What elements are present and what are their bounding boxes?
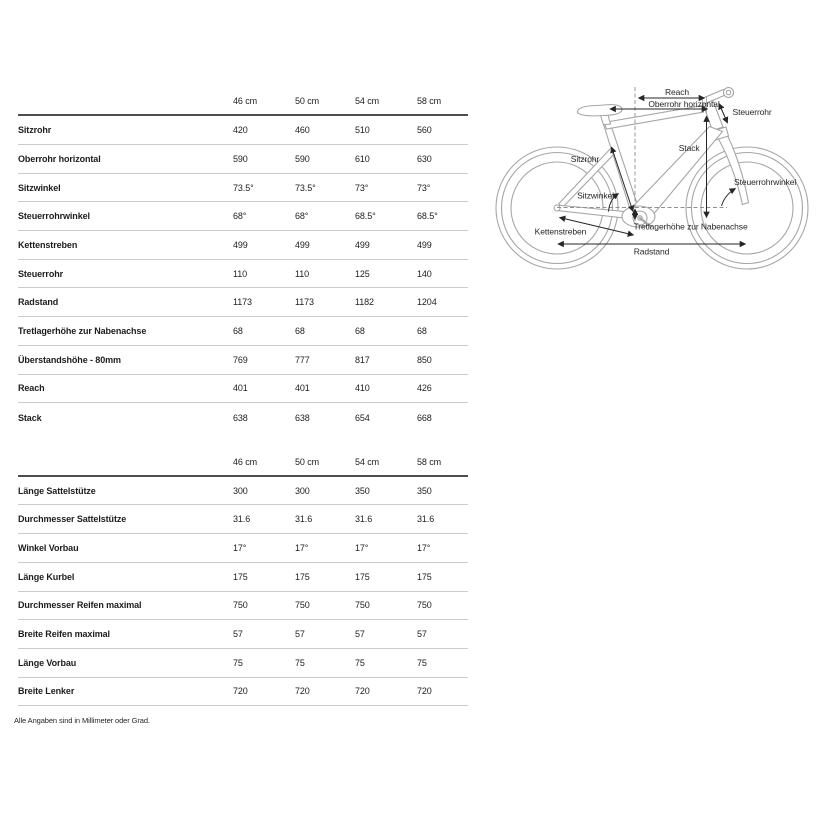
bike-geometry-diagram (490, 80, 820, 275)
cell: 499 (233, 239, 248, 250)
saddle (577, 105, 622, 116)
row-label: Kettenstreben (18, 239, 78, 250)
cell: 125 (355, 268, 370, 279)
cell: 720 (233, 686, 248, 697)
cell: 110 (295, 268, 310, 279)
size-header-row (18, 448, 468, 476)
cell: 720 (355, 686, 370, 697)
cell: 750 (233, 600, 248, 611)
cell: 769 (233, 354, 248, 365)
table-row (18, 375, 468, 404)
table-row (18, 231, 468, 260)
cell: 57 (295, 629, 305, 640)
rear-dropout (554, 205, 560, 211)
cell: 31.6 (355, 514, 373, 525)
cell: 426 (417, 383, 432, 394)
table-row (18, 145, 468, 174)
row-label: Steuerrohrwinkel (18, 211, 90, 222)
cell: 610 (355, 153, 370, 164)
cell: 68 (295, 326, 305, 336)
row-label: Tretlagerhöhe zur Nabenachse (18, 326, 147, 336)
cell: 73° (355, 182, 369, 193)
cell: 1173 (295, 297, 314, 308)
cell: 499 (417, 239, 432, 250)
cell: 560 (417, 125, 432, 136)
cell: 777 (295, 354, 310, 365)
cell: 720 (417, 686, 432, 697)
row-label: Länge Vorbau (18, 657, 77, 668)
table-row (18, 505, 468, 534)
table-row (18, 592, 468, 621)
row-label: Oberrohr horizontal (18, 153, 101, 164)
table-row (18, 649, 468, 678)
row-label: Winkel Vorbau (18, 542, 79, 553)
cell: 73° (417, 182, 431, 193)
sitzrohr-arrow (612, 147, 634, 212)
cell: 638 (233, 412, 248, 423)
row-label: Durchmesser Sattelstütze (18, 514, 127, 525)
table-row (18, 620, 468, 649)
diagram-label-sitzrohr: Sitzrohr (570, 154, 600, 164)
table-row (18, 116, 468, 145)
row-label: Stack (18, 412, 42, 423)
table-row (18, 563, 468, 592)
table-row (18, 260, 468, 289)
row-label: Reach (18, 383, 45, 394)
cell: 110 (233, 268, 248, 279)
cell: 68 (417, 326, 427, 336)
size-header-row (18, 88, 468, 116)
cell: 75 (295, 657, 305, 668)
diagram-label-steuerrohr: Steuerrohr (732, 107, 772, 117)
table-row (18, 477, 468, 506)
cell: 460 (295, 125, 310, 136)
units-footnote: Alle Angaben sind in Millimeter oder Grad. (14, 716, 150, 725)
cell: 68.5° (417, 211, 438, 222)
row-label: Länge Kurbel (18, 571, 75, 582)
cell: 57 (355, 629, 365, 640)
cell: 654 (355, 412, 370, 423)
table-row (18, 678, 468, 707)
table-row (18, 403, 468, 432)
row-label: Durchmesser Reifen maximal (18, 600, 142, 611)
cell: 57 (417, 629, 427, 640)
cell: 750 (355, 600, 370, 611)
cell: 499 (355, 239, 370, 250)
cell: 17° (355, 542, 369, 553)
diagram-label-steuerrohrwinkel: Steuerrohrwinkel (734, 177, 797, 187)
cell: 401 (295, 383, 310, 394)
cell: 17° (233, 542, 247, 553)
row-label: Radstand (18, 297, 59, 308)
row-label: Länge Sattelstütze (18, 485, 96, 496)
cell: 750 (295, 600, 310, 611)
cell: 68° (233, 211, 247, 222)
cell: 175 (355, 571, 370, 582)
diagram-label-sitzwinkel: Sitzwinkel (577, 190, 614, 201)
cell: 750 (417, 600, 432, 611)
cell: 175 (233, 571, 248, 582)
cell: 75 (233, 657, 243, 668)
cell: 510 (355, 125, 370, 136)
diagram-label-reach: Reach (664, 87, 690, 97)
cell: 31.6 (295, 514, 313, 525)
size-header: 54 cm (355, 456, 380, 467)
cell: 73.5° (295, 182, 316, 193)
row-label: Breite Lenker (18, 686, 75, 697)
table-row (18, 202, 468, 231)
cell: 31.6 (417, 514, 435, 525)
seat-post (601, 115, 611, 125)
cell: 140 (417, 268, 432, 279)
diagram-label-stack: Stack (678, 143, 700, 153)
cell: 410 (355, 383, 370, 394)
diagram-label-kettenstreben: Kettenstreben (534, 226, 587, 237)
cell: 68 (355, 326, 365, 336)
row-label: Steuerrohr (18, 268, 64, 279)
cell: 817 (355, 354, 370, 365)
cell: 31.6 (233, 514, 251, 525)
cell: 300 (233, 485, 248, 496)
cell: 630 (417, 153, 432, 164)
cell: 720 (295, 686, 310, 697)
cell: 350 (355, 485, 370, 496)
front-wheel (686, 147, 808, 269)
row-label: Sitzwinkel (18, 182, 61, 193)
cell: 73.5° (233, 182, 254, 193)
cell: 57 (233, 629, 243, 640)
cell: 175 (417, 571, 432, 582)
cell: 590 (233, 153, 248, 164)
diagram-label-tretlagerhoehe: Tretlagerhöhe zur Nabenachse (633, 221, 748, 232)
cell: 850 (417, 354, 432, 365)
cell: 499 (295, 239, 310, 250)
cell: 638 (295, 412, 310, 423)
table-row (18, 534, 468, 563)
cell: 420 (233, 125, 248, 136)
row-label: Sitzrohr (18, 125, 52, 136)
cell: 1204 (417, 297, 437, 308)
size-header: 46 cm (233, 456, 258, 467)
cell: 68.5° (355, 211, 376, 222)
row-label: Überstandshöhe - 80mm (18, 354, 121, 365)
size-header: 50 cm (295, 456, 320, 467)
table-row (18, 346, 468, 375)
cell: 1182 (355, 297, 374, 308)
cell: 17° (417, 542, 431, 553)
handlebar-grip (724, 88, 734, 98)
cell: 590 (295, 153, 310, 164)
table-row (18, 288, 468, 317)
cell: 17° (295, 542, 309, 553)
cell: 350 (417, 485, 432, 496)
row-label: Breite Reifen maximal (18, 629, 110, 640)
cell: 668 (417, 412, 432, 423)
diagram-label-oberrohr-horizontal: Oberrohr horizontal (648, 98, 720, 109)
size-header: 54 cm (355, 96, 380, 107)
cell: 75 (355, 657, 365, 668)
steuerrohrwinkel-arc-arrow (722, 189, 736, 207)
size-header: 50 cm (295, 96, 320, 107)
table-row (18, 174, 468, 203)
cell: 68 (233, 326, 243, 336)
geometry-tables (18, 88, 468, 706)
size-header: 46 cm (233, 96, 258, 107)
cell: 1173 (233, 297, 252, 308)
section-spacer (18, 432, 468, 449)
size-header: 58 cm (417, 456, 442, 467)
cell: 401 (233, 383, 248, 394)
size-header: 58 cm (417, 96, 442, 107)
table-row (18, 317, 468, 346)
cell: 300 (295, 485, 310, 496)
cell: 175 (295, 571, 310, 582)
cell: 68° (295, 211, 309, 222)
diagram-label-radstand: Radstand (633, 246, 670, 257)
cell: 75 (417, 657, 427, 668)
